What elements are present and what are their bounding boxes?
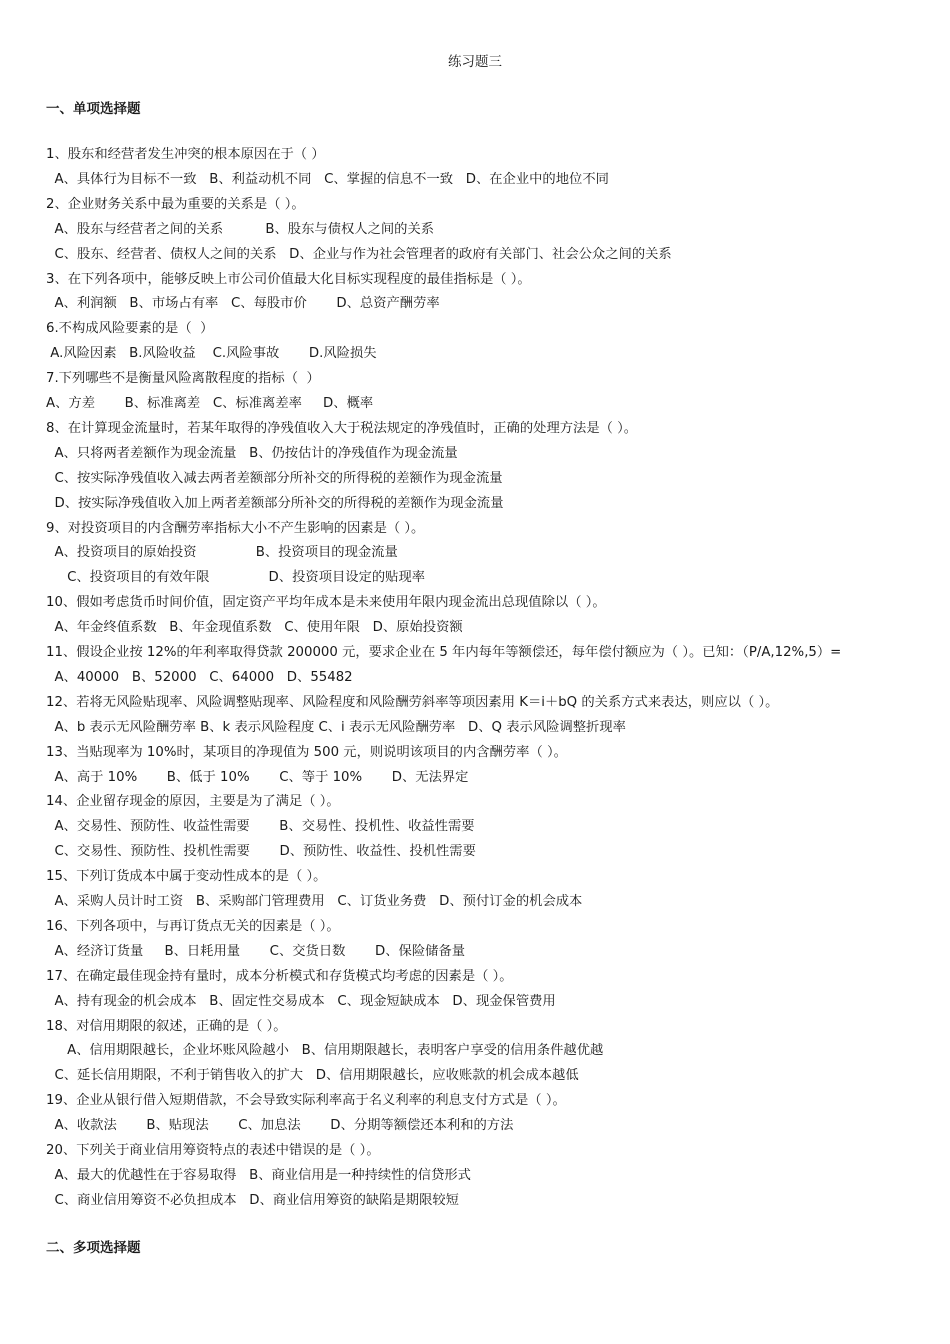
answer-options: D、按实际净残值收入加上两者差额部分所补交的所得税的差额作为现金流量	[46, 495, 504, 511]
answer-options: A、经济订货量 B、日耗用量 C、交货日数 D、保险储备量	[46, 943, 466, 959]
section-heading-multiple-choice: 二、多项选择题	[46, 1240, 141, 1256]
question-stem: 9、对投资项目的内含酬劳率指标大小不产生影响的因素是（ ）。	[46, 520, 425, 536]
answer-options: A、收款法 B、贴现法 C、加息法 D、分期等额偿还本利和的方法	[46, 1118, 514, 1134]
answer-options: A、具体行为目标不一致 B、利益动机不同 C、掌握的信息不一致 D、在企业中的地位不同	[46, 171, 609, 187]
answer-options: A、投资项目的原始投资 B、投资项目的现金流量	[46, 545, 398, 561]
answer-options: C、交易性、预防性、投机性需要 D、预防性、收益性、投机性需要	[46, 844, 476, 860]
question-stem: 6.不构成风险要素的是（ ）	[46, 321, 214, 337]
question-stem: 15、下列订货成本中属于变动性成本的是（ ）。	[46, 869, 327, 885]
answer-options: C、股东、经营者、债权人之间的关系 D、企业与作为社会管理者的政府有关部门、社会公众之间的关系	[46, 246, 672, 262]
answer-options: A、高于 10% B、低于 10% C、等于 10% D、无法界定	[46, 769, 469, 785]
question-stem: 11、假设企业按 12%的年利率取得贷款 200000 元，要求企业在 5 年内每年等额偿还，每年偿付额应为（ ）。已知：（P/A,12%,5）=	[46, 645, 842, 660]
answer-options: A、只将两者差额作为现金流量 B、仍按估计的净残值作为现金流量	[46, 445, 458, 461]
question-stem: 2、企业财务关系中最为重要的关系是（ ）。	[46, 196, 305, 212]
question-stem: 1、股东和经营者发生冲突的根本原因在于（ ）	[46, 147, 325, 162]
answer-options: C、按实际净残值收入减去两者差额部分所补交的所得税的差额作为现金流量	[46, 470, 503, 486]
document-title: 练习题三	[448, 54, 502, 70]
answer-options: A、信用期限越长，企业坏账风险越小 B、信用期限越长，表明客户享受的信用条件越优越	[46, 1043, 604, 1059]
answer-options: A、最大的优越性在于容易取得 B、商业信用是一种持续性的信贷形式	[46, 1167, 471, 1183]
answer-options: A、采购人员计时工资 B、采购部门管理费用 C、订货业务费 D、预付订金的机会成本	[46, 894, 583, 909]
answer-options: A、利润额 B、市场占有率 C、每股市价 D、总资产酬劳率	[46, 296, 440, 312]
question-stem: 10、假如考虑货币时间价值，固定资产平均年成本是未来使用年限内现金流出总现值除以（ ）。	[46, 595, 606, 611]
question-stem: 17、在确定最佳现金持有量时，成本分析模式和存货模式均考虑的因素是（ ）。	[46, 968, 513, 984]
question-stem: 19、企业从银行借入短期借款，不会导致实际利率高于名义利率的利息支付方式是（ ）。	[46, 1093, 566, 1109]
answer-options: A.风险因素 B.风险收益 C.风险事故 D.风险损失	[46, 346, 377, 362]
answer-options: A、40000 B、52000 C、64000 D、55482	[46, 669, 353, 685]
answer-options: C、商业信用筹资不必负担成本 D、商业信用筹资的缺陷是期限较短	[46, 1192, 459, 1208]
answer-options: A、方差 B、标准离差 C、标准离差率 D、概率	[46, 396, 374, 411]
question-stem: 8、在计算现金流量时，若某年取得的净残值收入大于税法规定的净残值时，正确的处理方法是（ ）。	[46, 420, 638, 436]
question-stem: 13、当贴现率为 10%时，某项目的净现值为 500 元，则说明该项目的内含酬劳率（ ）。	[46, 744, 567, 760]
answer-options: C、投资项目的有效年限 D、投资项目设定的贴现率	[46, 570, 426, 586]
question-stem: 7.下列哪些不是衡量风险离散程度的指标（ ）	[46, 371, 320, 387]
question-stem: 3、在下列各项中，能够反映上市公司价值最大化目标实现程度的最佳指标是（ ）。	[46, 271, 531, 287]
answer-options: A、持有现金的机会成本 B、固定性交易成本 C、现金短缺成本 D、现金保管费用	[46, 993, 556, 1009]
answer-options: A、交易性、预防性、收益性需要 B、交易性、投机性、收益性需要	[46, 819, 475, 835]
question-stem: 14、企业留存现金的原因，主要是为了满足（ ）。	[46, 794, 340, 810]
answer-options: A、股东与经营者之间的关系 B、股东与债权人之间的关系	[46, 221, 435, 237]
question-stem: 18、对信用期限的叙述，正确的是（ ）。	[46, 1018, 287, 1034]
question-stem: 16、下列各项中，与再订货点无关的因素是（ ）。	[46, 918, 340, 934]
question-stem: 20、下列关于商业信用筹资特点的表述中错误的是（ ）。	[46, 1143, 380, 1158]
answer-options: A、年金终值系数 B、年金现值系数 C、使用年限 D、原始投资额	[46, 620, 463, 636]
question-stem: 12、若将无风险贴现率、风险调整贴现率、风险程度和风险酬劳斜率等项因素用 K＝i＋bQ 的关系方式来表达，则应以（ ）。	[46, 694, 779, 710]
answer-options: C、延长信用期限，不利于销售收入的扩大 D、信用期限越长，应收账款的机会成本越低	[46, 1068, 579, 1084]
section-heading-single-choice: 一、单项选择题	[46, 101, 141, 117]
answer-options: A、b 表示无风险酬劳率 B、k 表示风险程度 C、i 表示无风险酬劳率 D、Q 表示风险调整折现率	[46, 719, 626, 735]
